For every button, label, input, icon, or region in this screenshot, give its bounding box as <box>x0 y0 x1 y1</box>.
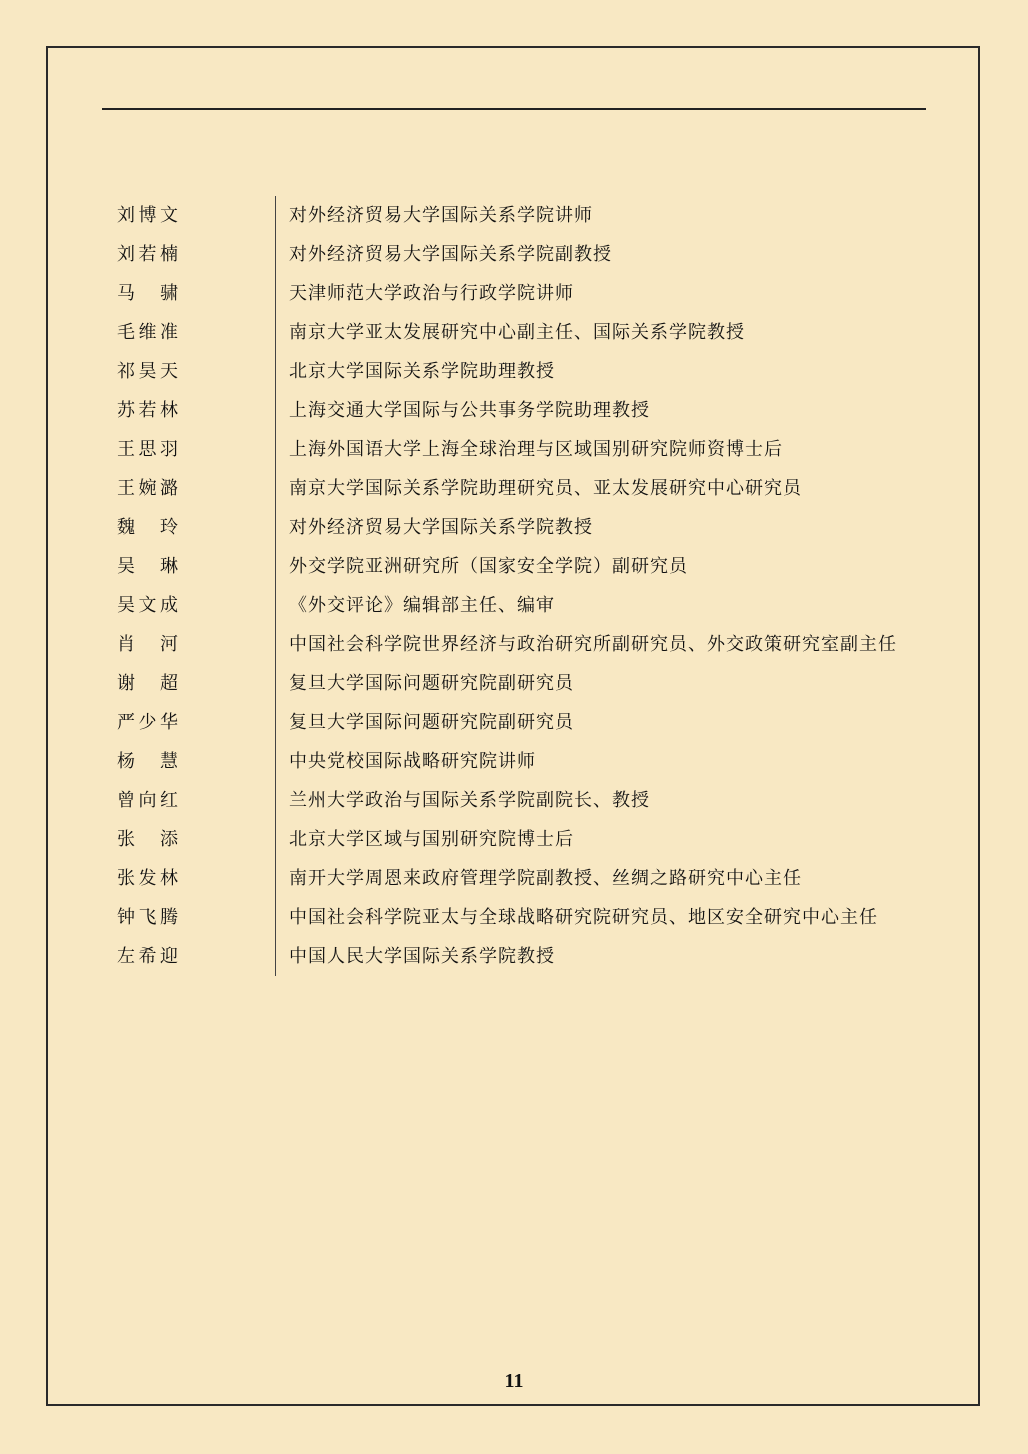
contributor-name: 张发林 <box>117 868 179 889</box>
contributor-row <box>117 664 977 703</box>
contributor-row <box>117 274 977 313</box>
contributor-name: 吴 琳 <box>117 556 179 577</box>
contributor-name: 祁昊天 <box>117 361 179 382</box>
contributor-name: 刘博文 <box>117 205 179 226</box>
contributor-row <box>117 391 977 430</box>
contributor-row <box>117 742 977 781</box>
contributor-row <box>117 937 977 976</box>
contributor-affiliation: 复旦大学国际问题研究院副研究员 <box>289 673 574 694</box>
contributor-row <box>117 898 977 937</box>
contributor-name: 王婉潞 <box>117 478 179 499</box>
contributor-row <box>117 430 977 469</box>
contributor-name: 吴文成 <box>117 595 179 616</box>
contributor-affiliation: 复旦大学国际问题研究院副研究员 <box>289 712 574 733</box>
contributor-affiliation: 南京大学国际关系学院助理研究员、亚太发展研究中心研究员 <box>289 478 802 499</box>
contributor-row <box>117 508 977 547</box>
contributor-name: 刘若楠 <box>117 244 179 265</box>
contributor-affiliation: 南开大学周恩来政府管理学院副教授、丝绸之路研究中心主任 <box>289 868 802 889</box>
contributor-affiliation: 南京大学亚太发展研究中心副主任、国际关系学院教授 <box>289 322 745 343</box>
contributor-row <box>117 781 977 820</box>
contributor-row <box>117 235 977 274</box>
contributor-affiliation: 上海外国语大学上海全球治理与区域国别研究院师资博士后 <box>289 439 783 460</box>
contributor-affiliation: 中国社会科学院亚太与全球战略研究院研究员、地区安全研究中心主任 <box>289 907 878 928</box>
contributor-name: 马 骕 <box>117 283 179 304</box>
contributor-row <box>117 625 977 664</box>
contributor-list <box>117 196 977 976</box>
contributor-name: 严少华 <box>117 712 179 733</box>
contributor-row <box>117 196 977 235</box>
contributor-row <box>117 586 977 625</box>
contributor-affiliation: 中国社会科学院世界经济与政治研究所副研究员、外交政策研究室副主任 <box>289 634 897 655</box>
contributor-affiliation: 外交学院亚洲研究所（国家安全学院）副研究员 <box>289 556 688 577</box>
contributor-name: 毛维准 <box>117 322 179 343</box>
contributor-name: 杨 慧 <box>117 751 179 772</box>
contributor-name: 苏若林 <box>117 400 179 421</box>
header-rule <box>102 108 926 110</box>
contributor-affiliation: 兰州大学政治与国际关系学院副院长、教授 <box>289 790 650 811</box>
contributor-name: 魏 玲 <box>117 517 179 538</box>
contributor-affiliation: 北京大学区域与国别研究院博士后 <box>289 829 574 850</box>
page-number: 11 <box>504 1370 524 1392</box>
contributor-affiliation: 对外经济贸易大学国际关系学院副教授 <box>289 244 612 265</box>
contributor-affiliation: 《外交评论》编辑部主任、编审 <box>289 595 555 616</box>
contributor-name: 张 添 <box>117 829 179 850</box>
contributor-affiliation: 中央党校国际战略研究院讲师 <box>289 751 536 772</box>
contributor-row <box>117 313 977 352</box>
contributor-name: 左希迎 <box>117 946 179 967</box>
contributor-row <box>117 820 977 859</box>
contributor-affiliation: 对外经济贸易大学国际关系学院教授 <box>289 517 593 538</box>
contributor-affiliation: 北京大学国际关系学院助理教授 <box>289 361 555 382</box>
contributor-affiliation: 中国人民大学国际关系学院教授 <box>289 946 555 967</box>
contributor-row <box>117 547 977 586</box>
contributor-row <box>117 469 977 508</box>
contributor-name: 曾向红 <box>117 790 179 811</box>
contributor-name: 肖 河 <box>117 634 179 655</box>
contributor-affiliation: 天津师范大学政治与行政学院讲师 <box>289 283 574 304</box>
contributor-name: 钟飞腾 <box>117 907 179 928</box>
contributor-row <box>117 859 977 898</box>
contributor-affiliation: 上海交通大学国际与公共事务学院助理教授 <box>289 400 650 421</box>
contributor-row <box>117 703 977 742</box>
contributor-row <box>117 352 977 391</box>
contributor-affiliation: 对外经济贸易大学国际关系学院讲师 <box>289 205 593 226</box>
contributor-name: 王思羽 <box>117 439 179 460</box>
contributor-name: 谢 超 <box>117 673 179 694</box>
